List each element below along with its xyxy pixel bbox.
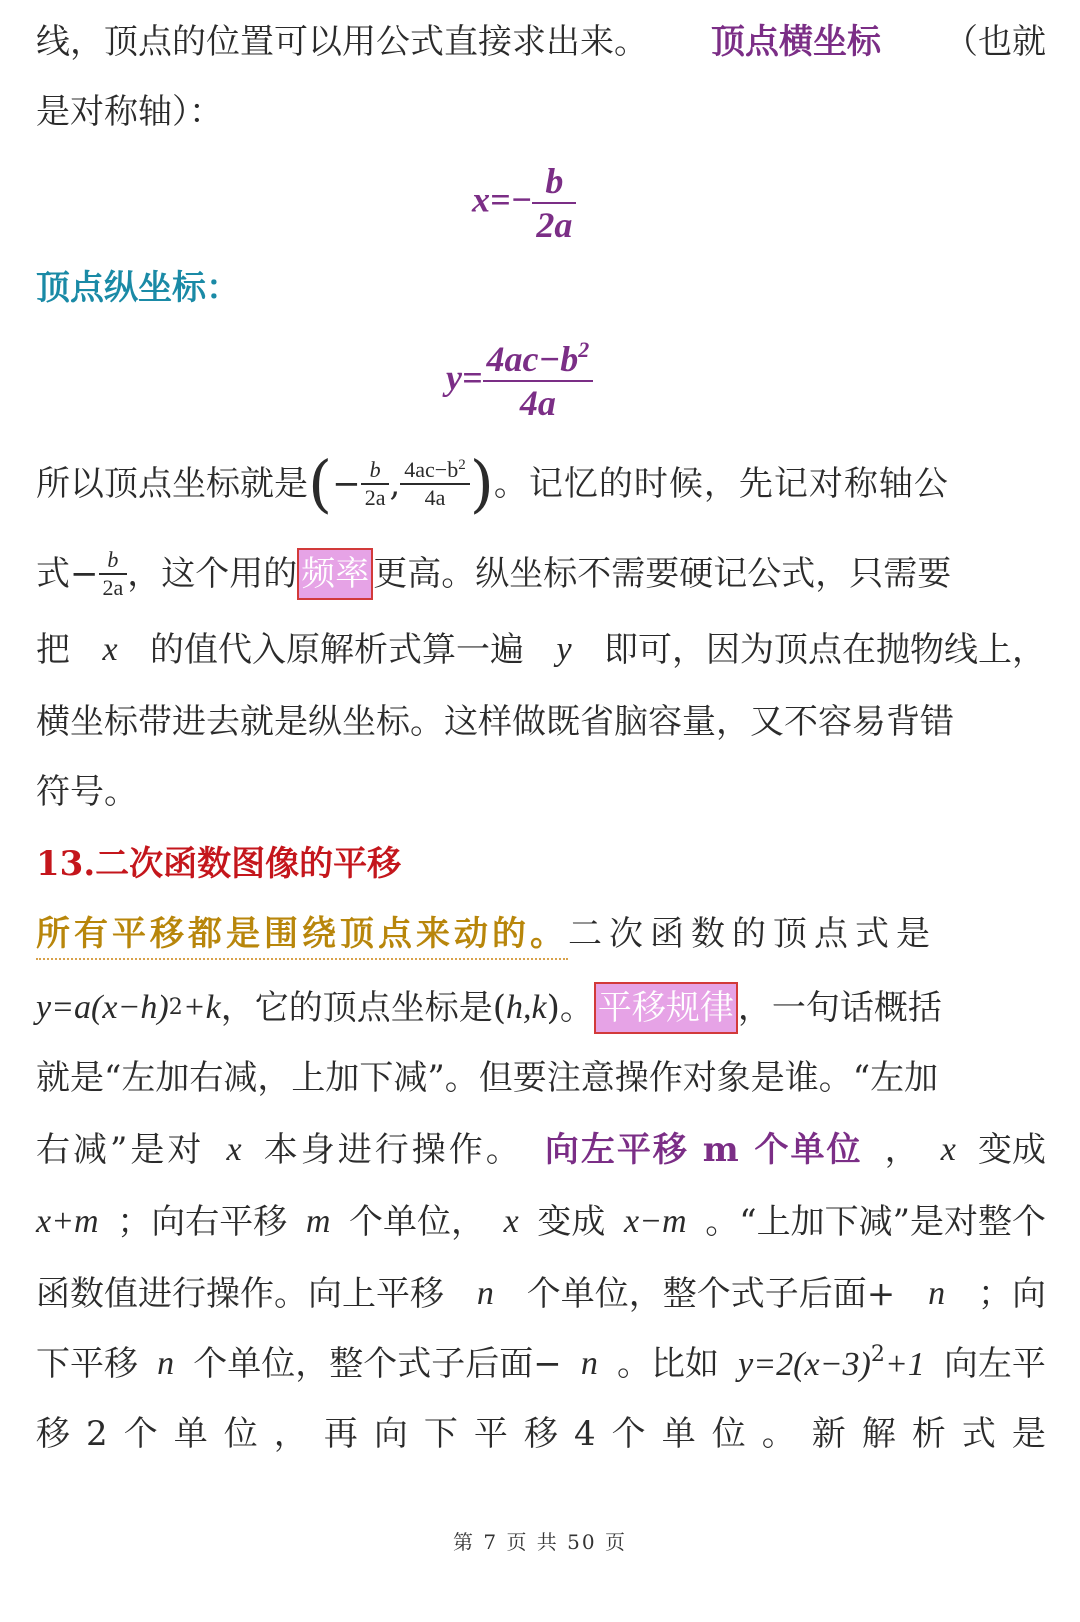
text-char: 再 [323, 1414, 358, 1454]
subheading [36, 264, 1046, 312]
fraction-denominator: 2a [102, 575, 124, 600]
math-var: n [580, 1345, 598, 1382]
text-line [36, 1198, 1046, 1246]
text-line: y=a(x−h) 2 +k ，它的顶点坐标是( h,k )。 平移规律 ，一句话概括 [36, 982, 1046, 1034]
math-var: m [305, 1203, 331, 1240]
text-run: ，这个用的 [127, 554, 298, 594]
text-line [36, 18, 1046, 66]
text-char: 式 [961, 1414, 996, 1454]
right-paren: ) [469, 447, 494, 520]
text-run: 函数值进行操作。向上平移 [36, 1274, 444, 1314]
formula-axis-of-symmetry [472, 160, 576, 246]
formula-lhs: x=− [472, 179, 533, 220]
text-run: 。记忆的时候，先记对称轴公 [493, 464, 949, 504]
left-paren: ( [308, 447, 333, 520]
text-run: 符号。 [36, 772, 138, 812]
text-run: 变成 [537, 1202, 606, 1242]
text-line [36, 768, 1046, 816]
text-run: ，它的顶点坐标是( [220, 988, 507, 1028]
text-char: 2 [86, 1414, 108, 1454]
text-char: 平 [473, 1414, 508, 1454]
formula-vertex-y [446, 338, 593, 424]
fraction-denominator: 4a [519, 383, 556, 423]
text-char: 单 [661, 1414, 696, 1454]
fraction-denominator: 2a [364, 485, 386, 510]
text-char: 4 [573, 1414, 596, 1454]
text-char: 下 [423, 1414, 458, 1454]
fraction-denominator: 4a [424, 485, 446, 510]
fraction-numerator: 4ac−b [486, 339, 579, 379]
formula-lhs: y= [446, 357, 483, 398]
math-var: x [102, 631, 118, 668]
highlight-mark: 平移规律 [594, 982, 738, 1034]
text-run: 下平移 [36, 1344, 138, 1384]
math-formula: +k [182, 989, 221, 1026]
text-char: 新 [811, 1414, 846, 1454]
math-formula [738, 1340, 925, 1389]
text-run: 更高。纵坐标不需要硬记公式，只需要 [373, 554, 952, 594]
text-char: 是 [1011, 1414, 1046, 1454]
text-line [36, 1340, 1046, 1389]
text-run-wrap [494, 460, 1046, 508]
math-var: n [928, 1275, 946, 1312]
text-run: 变成 [977, 1130, 1046, 1170]
text-run: 本身进行操作。 [263, 1130, 523, 1170]
math-var: n [157, 1345, 175, 1382]
emphasis-text: 所有平移都是围绕顶点来动的。 [36, 910, 568, 960]
text-run: 向左平 [943, 1344, 1046, 1384]
comma: , [389, 464, 401, 504]
text-run: ；向右平移 [117, 1202, 288, 1242]
math-var: n [476, 1275, 494, 1312]
text-run: 即可，因为顶点在抛物线上， [604, 630, 1046, 670]
text-char: 移 [36, 1414, 70, 1454]
fraction-numerator: b [369, 457, 381, 482]
exponent: 2 [578, 337, 590, 362]
text-run: 式− [36, 554, 99, 594]
key-term: 顶点横坐标 [711, 22, 881, 62]
text-run: 个单位， [349, 1202, 486, 1242]
math-var: y [556, 631, 572, 668]
text-run: 。比如 [617, 1344, 719, 1384]
math-formula-part: +1 [884, 1346, 925, 1383]
text-line [36, 448, 1046, 520]
section-title [36, 840, 1046, 888]
text-run: 右减”是对 [36, 1130, 205, 1170]
text-line [36, 538, 1046, 610]
minus-sign: − [332, 464, 361, 504]
text-char: 位 [223, 1414, 258, 1454]
math-formula-part: y=2(x−3) [738, 1346, 871, 1383]
math-var: x [226, 1131, 242, 1168]
fraction [99, 547, 128, 601]
text-line [36, 1270, 1046, 1318]
fraction-numerator: 4ac−b [404, 457, 459, 482]
text-run: ， [884, 1130, 919, 1170]
highlight-mark: 频率 [297, 548, 373, 600]
text-run: 个单位，整个式子后面− [193, 1344, 562, 1384]
text-char: 单 [173, 1414, 208, 1454]
text-line [36, 1054, 1046, 1102]
key-term: 向左平移 m 个单位 [544, 1130, 863, 1170]
fraction-numerator: b [107, 547, 119, 572]
text-line [36, 910, 1046, 960]
math-var: h,k [506, 989, 547, 1026]
math-var: x [940, 1131, 956, 1168]
text-run: 所以顶点坐标就是 [36, 464, 308, 504]
text-char: 位 [711, 1414, 746, 1454]
text-char: 。 [761, 1414, 796, 1454]
text-line [36, 88, 1046, 136]
math-formula: x+m [36, 1203, 99, 1240]
text-run: 个单位，整个式子后面+ [526, 1274, 896, 1314]
subheading-text: 顶点纵坐标： [36, 268, 240, 308]
text-run: 把 [36, 630, 70, 670]
text-line [36, 1126, 1046, 1174]
text-char: 移 [523, 1414, 558, 1454]
math-formula: y=a(x−h) [36, 989, 169, 1026]
page-footer [0, 1526, 1080, 1555]
fraction [400, 457, 469, 511]
page-number: 第 7 页 共 50 页 [453, 1530, 627, 1554]
text-run: 二次函数的顶点式是 [568, 914, 937, 954]
text-char: 析 [911, 1414, 946, 1454]
text-run: ；向 [978, 1274, 1046, 1314]
text-run: （也就 [944, 22, 1046, 62]
math-var: x [503, 1203, 519, 1240]
text-char: 个 [611, 1414, 646, 1454]
text-run: 线，顶点的位置可以用公式直接求出来。 [36, 22, 648, 62]
fraction [361, 457, 390, 511]
exponent: 2 [870, 1342, 885, 1367]
text-line [36, 626, 1046, 674]
text-run: ，一句话概括 [737, 988, 942, 1028]
exponent: 2 [458, 457, 466, 473]
text-run: 就是“左加右减，上加下减”。但要注意操作对象是谁。“左加 [36, 1058, 939, 1098]
fraction-numerator: b [545, 161, 564, 201]
math-formula: x−m [624, 1203, 687, 1240]
text-char: 向 [373, 1414, 408, 1454]
text-char: 个 [123, 1414, 158, 1454]
text-line [36, 698, 1046, 746]
fraction-denominator: 2a [536, 205, 573, 245]
section-title-text: 13.二次函数图像的平移 [36, 844, 402, 884]
text-run: 横坐标带进去就是纵坐标。这样做既省脑容量，又不容易背错 [36, 702, 954, 742]
text-run: 是对称轴）： [36, 92, 223, 132]
text-char: ， [273, 1414, 308, 1454]
text-char: 解 [861, 1414, 896, 1454]
text-run: 的值代入原解析式算一遍 [150, 630, 524, 670]
text-line [36, 1410, 1046, 1458]
text-run: 。“上加下减”是对整个 [705, 1202, 1046, 1242]
text-run: )。 [546, 988, 594, 1028]
